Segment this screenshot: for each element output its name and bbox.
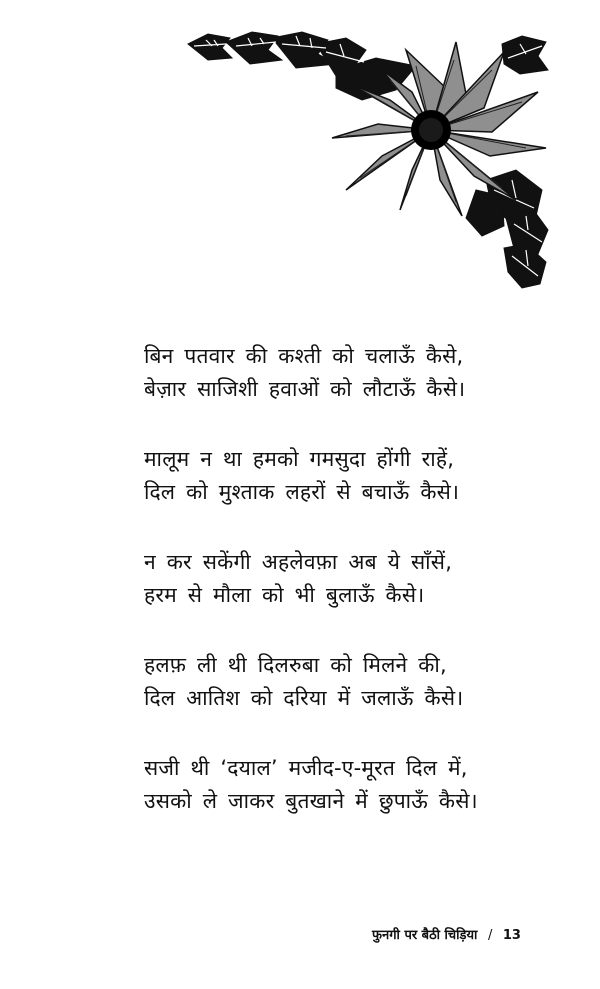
stanza	[144, 443, 504, 509]
poem-line: न कर सकेंगी अहलेवफ़ा अब ये साँसें,	[144, 550, 453, 574]
stanza	[144, 340, 504, 406]
page-number: 13	[502, 928, 521, 943]
stanza	[144, 649, 504, 715]
flower-leaves-corner-icon	[186, 30, 556, 292]
poem-line: मालूम न था हमको गमसुदा होंगी राहें,	[144, 447, 455, 471]
poem-line: दिल आतिश को दरिया में जलाऊँ कैसे।	[144, 686, 464, 710]
poem-line: बेज़ार साजिशी हवाओं को लौटाऊँ कैसे।	[144, 377, 466, 401]
book-title: फुनगी पर बैठी चिड़िया	[372, 928, 478, 943]
stanza	[144, 752, 504, 818]
stanza	[144, 546, 504, 612]
poem-line: सजी थी ‘दयाल’ मजीद-ए-मूरत दिल में,	[144, 756, 468, 780]
poem-line: उसको ले जाकर बुतखाने में छुपाऊँ कैसे।	[144, 789, 478, 813]
poem-line: हलफ़ ली थी दिलरुबा को मिलने की,	[144, 653, 447, 677]
footer-separator: /	[487, 928, 493, 943]
page-footer	[372, 925, 521, 943]
poem	[144, 340, 504, 855]
poem-line: बिन पतवार की कश्ती को चलाऊँ कैसे,	[144, 344, 464, 368]
poem-line: दिल को मुश्ताक लहरों से बचाऊँ कैसे।	[144, 480, 460, 504]
poem-line: हरम से मौला को भी बुलाऊँ कैसे।	[144, 583, 425, 607]
